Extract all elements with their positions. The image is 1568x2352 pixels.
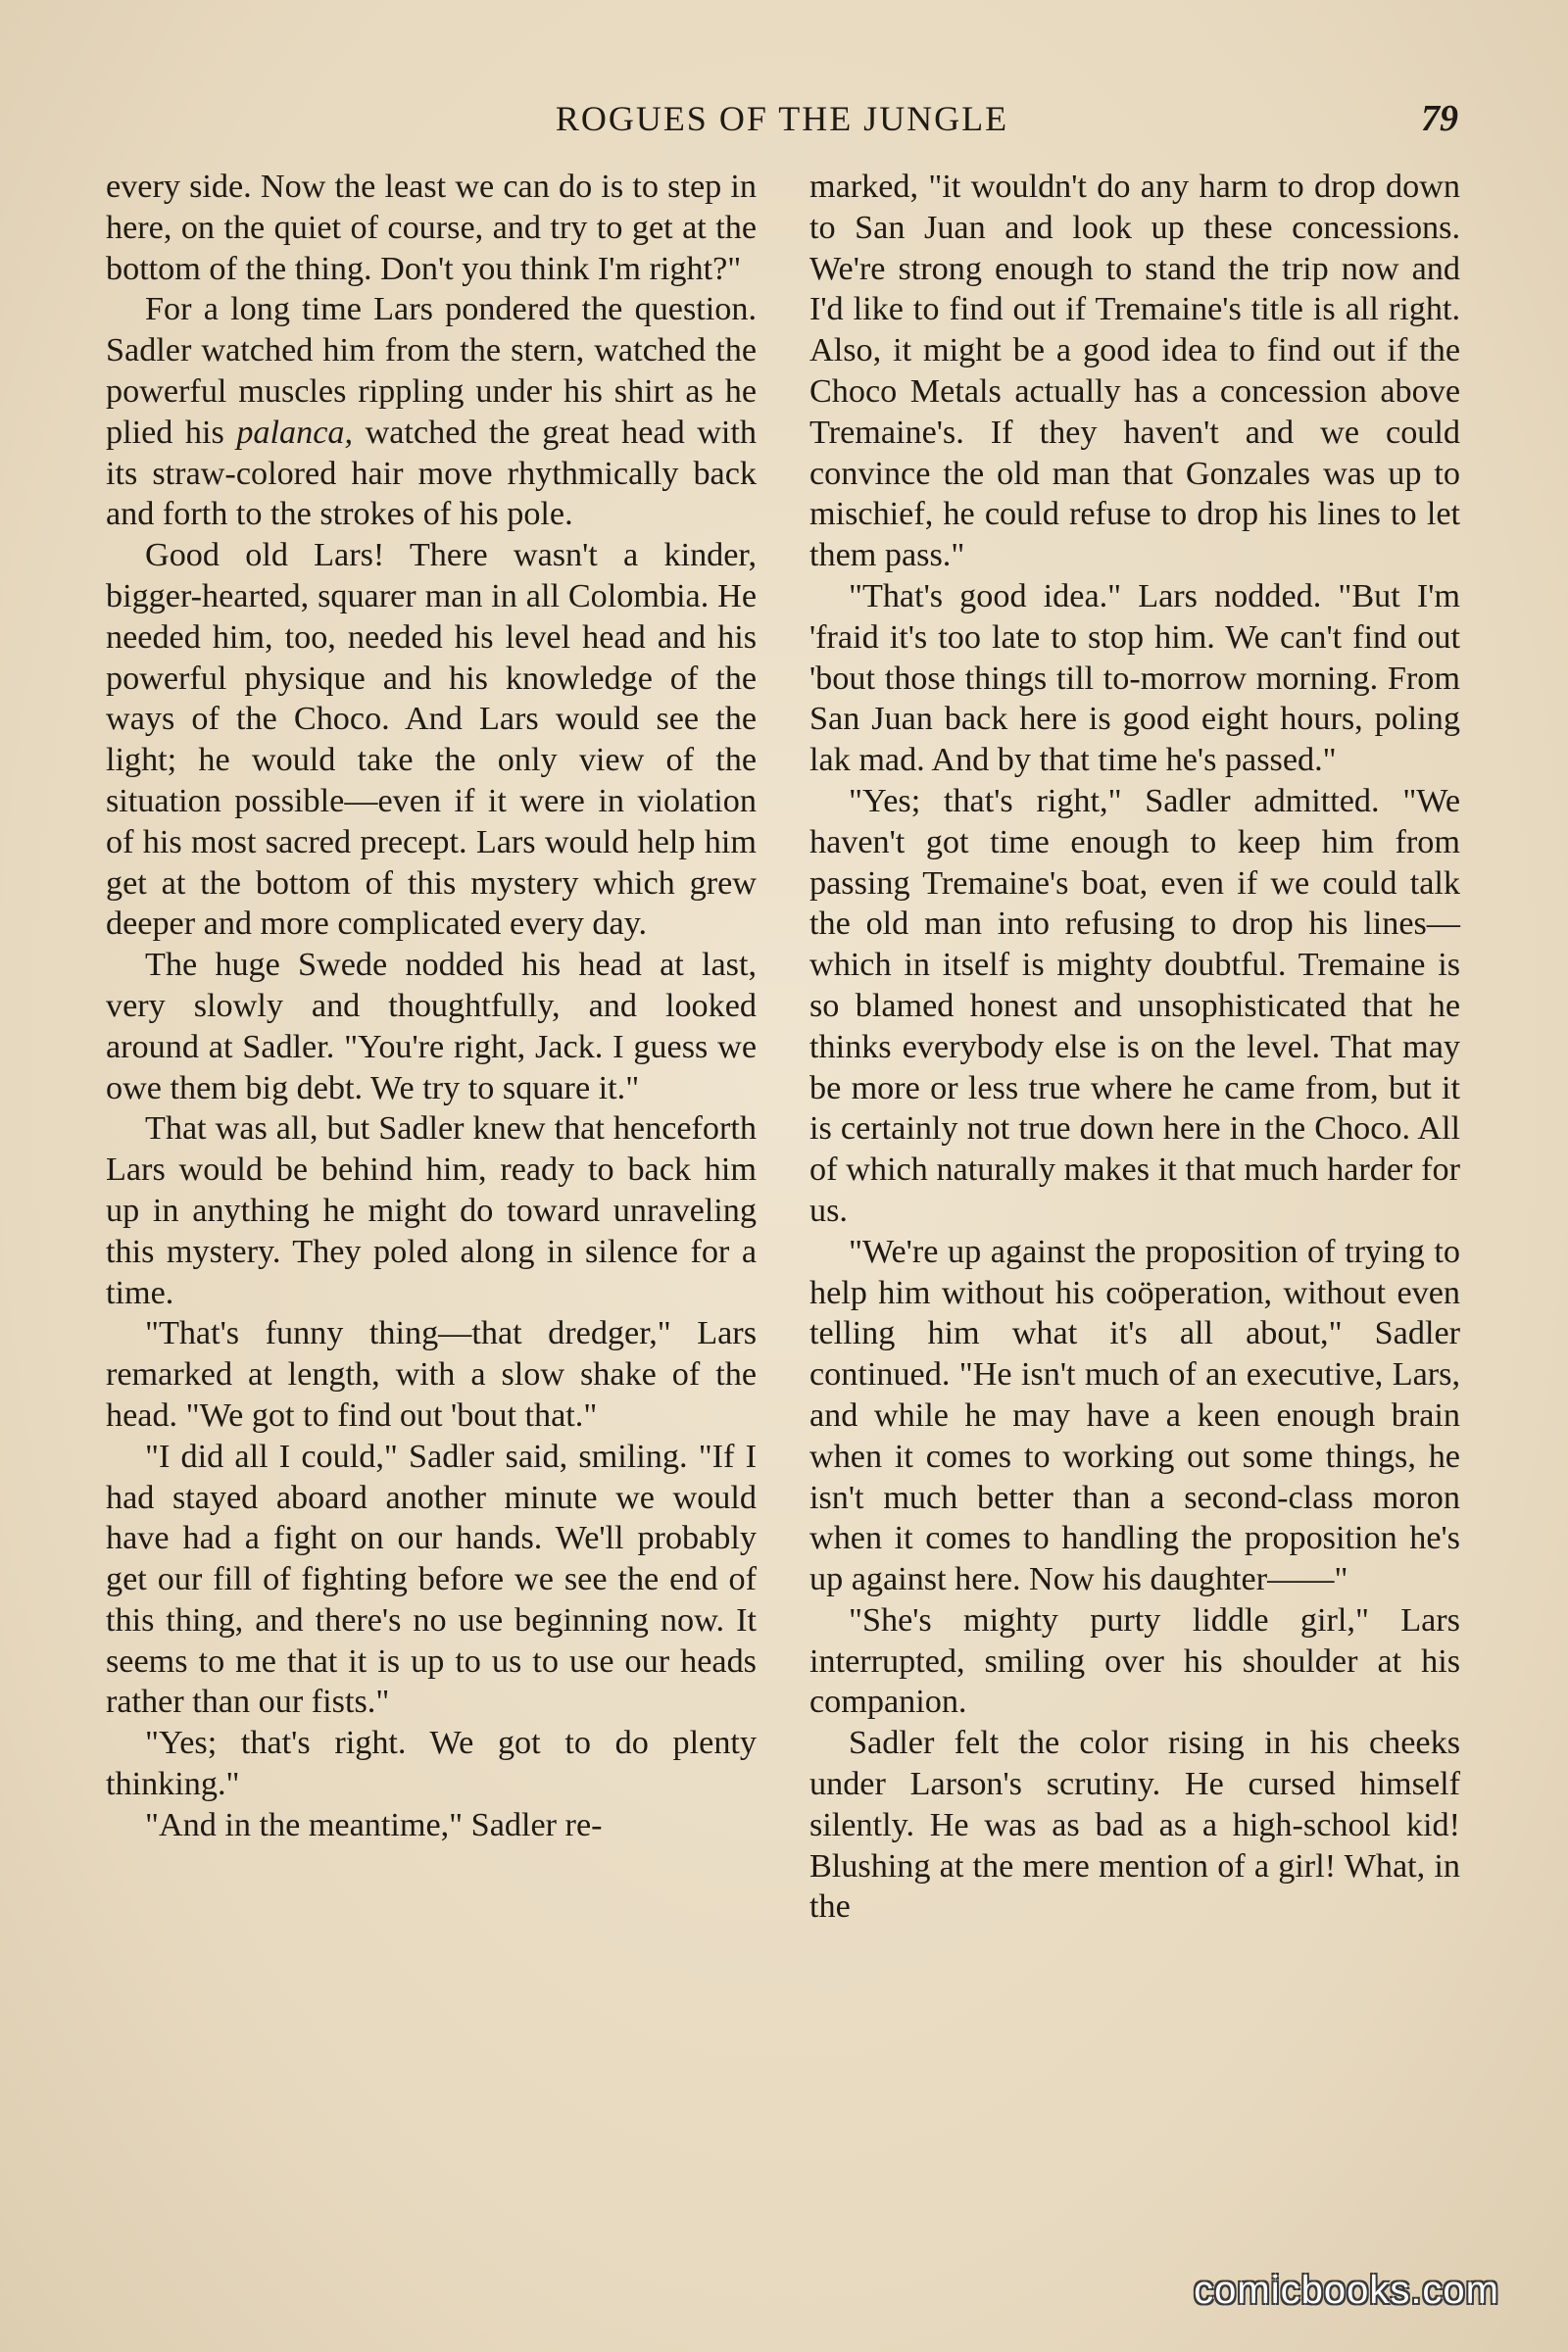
italic-word: palanca,	[236, 414, 354, 451]
watermark: comicbooks.com	[1194, 2269, 1499, 2312]
paragraph: "That's funny thing—that dredger," Lars remarked at length, with a slow shake of the head. "We got to find out 'bout that."	[106, 1315, 757, 1434]
paragraph: "I did all I could," Sadler said, smiling. "If I had stayed aboard another minute we would have had a fight on our hands. We'll probably get our fill of fighting before we see the end of this thing, and there's no use beginning now. It seems to me that it is up to us to use our heads rather than our fists."	[106, 1438, 757, 1721]
paragraph: "And in the meantime," Sadler re-	[145, 1806, 603, 1843]
paragraph: marked, "it wouldn't do any harm to drop down to San Juan and look up these concessions. We're strong enough to stand the trip now and I'd like to find out if Tremaine's title is all right. Also, it might be a good idea to find out if the Choco Metals actually has a concession above Tremaine's. If they haven't and we could convince the old man that Gonzales was up to mischief, he could refuse to drop his lines to let them pass."	[809, 169, 1460, 574]
paragraph: Sadler felt the color rising in his cheeks under Larson's scrutiny. He cursed himself silently. He was as bad as a high-school kid! Blushing at the mere mention of a girl! What, in the	[809, 1725, 1460, 1926]
paragraph: "She's mighty purty liddle girl," Lars interrupted, smiling over his shoulder at his companion.	[809, 1601, 1460, 1721]
paragraph	[106, 289, 757, 535]
paragraph: That was all, but Sadler knew that henceforth Lars would be behind him, ready to back him up in anything he might do toward unraveling this mystery. They poled along in silence for a time.	[106, 1110, 757, 1311]
running-title: ROGUES OF THE JUNGLE	[555, 99, 1009, 138]
paragraph-text: watched the great head with its straw-colored hair move rhythmically back and forth to the strokes of his pole.	[106, 414, 757, 533]
page-number: 79	[1421, 98, 1458, 139]
paragraph: "That's good idea." Lars nodded. "But I'm 'fraid it's too late to stop him. We can't find out 'bout those things till to-morrow morning. From San Juan back here is good eight hours, poling lak mad. And by that time he's passed."	[809, 577, 1460, 779]
paragraph: "Yes; that's right. We got to do plenty thinking."	[106, 1725, 757, 1803]
paragraph: "Yes; that's right," Sadler admitted. "We haven't got time enough to keep him from passing Tremaine's boat, even if we could talk the old man into refusing to drop his lines—which in itself is mighty doubtful. Tremaine is so blamed honest and unsophisticated that he thinks everybody else is on the level. That may be more or less true where he came from, but it is certainly not true down here in the Choco. All of which naturally makes it that much harder for us.	[809, 782, 1460, 1229]
paragraph: "We're up against the proposition of trying to help him without his coöperation, without even telling him what it's all about," Sadler continued. "He isn't much of an executive, Lars, and while he may have a keen enough brain when it comes to working out some things, he isn't much better than a second-class moron when it comes to handling the proposition he's up against here. Now his daughter——"	[809, 1233, 1460, 1598]
left-column	[106, 167, 757, 1846]
paragraph-text: For a long time Lars pondered the question. Sadler watched him from the stern, watched the powerful muscles rippling under his shirt as he plied his	[106, 291, 757, 451]
page-header	[106, 94, 1458, 143]
paragraph: every side. Now the least we can do is to step in here, on the quiet of course, and try to get at the bottom of the thing. Don't you think I'm right?"	[106, 169, 757, 287]
paragraph: The huge Swede nodded his head at last, very slowly and thoughtfully, and looked around at Sadler. "You're right, Jack. I guess we owe them big debt. We try to square it."	[106, 947, 757, 1106]
paragraph: Good old Lars! There wasn't a kinder, bigger-hearted, squarer man in all Colombia. He needed him, too, needed his level head and his powerful physique and his knowledge of the ways of the Choco. And Lars would see the light; he would take the only view of the situation possible—even if it were in violation of his most sacred precept. Lars would help him get at the bottom of this mystery which grew deeper and more complicated every day.	[106, 537, 757, 943]
right-column	[809, 167, 1460, 1928]
